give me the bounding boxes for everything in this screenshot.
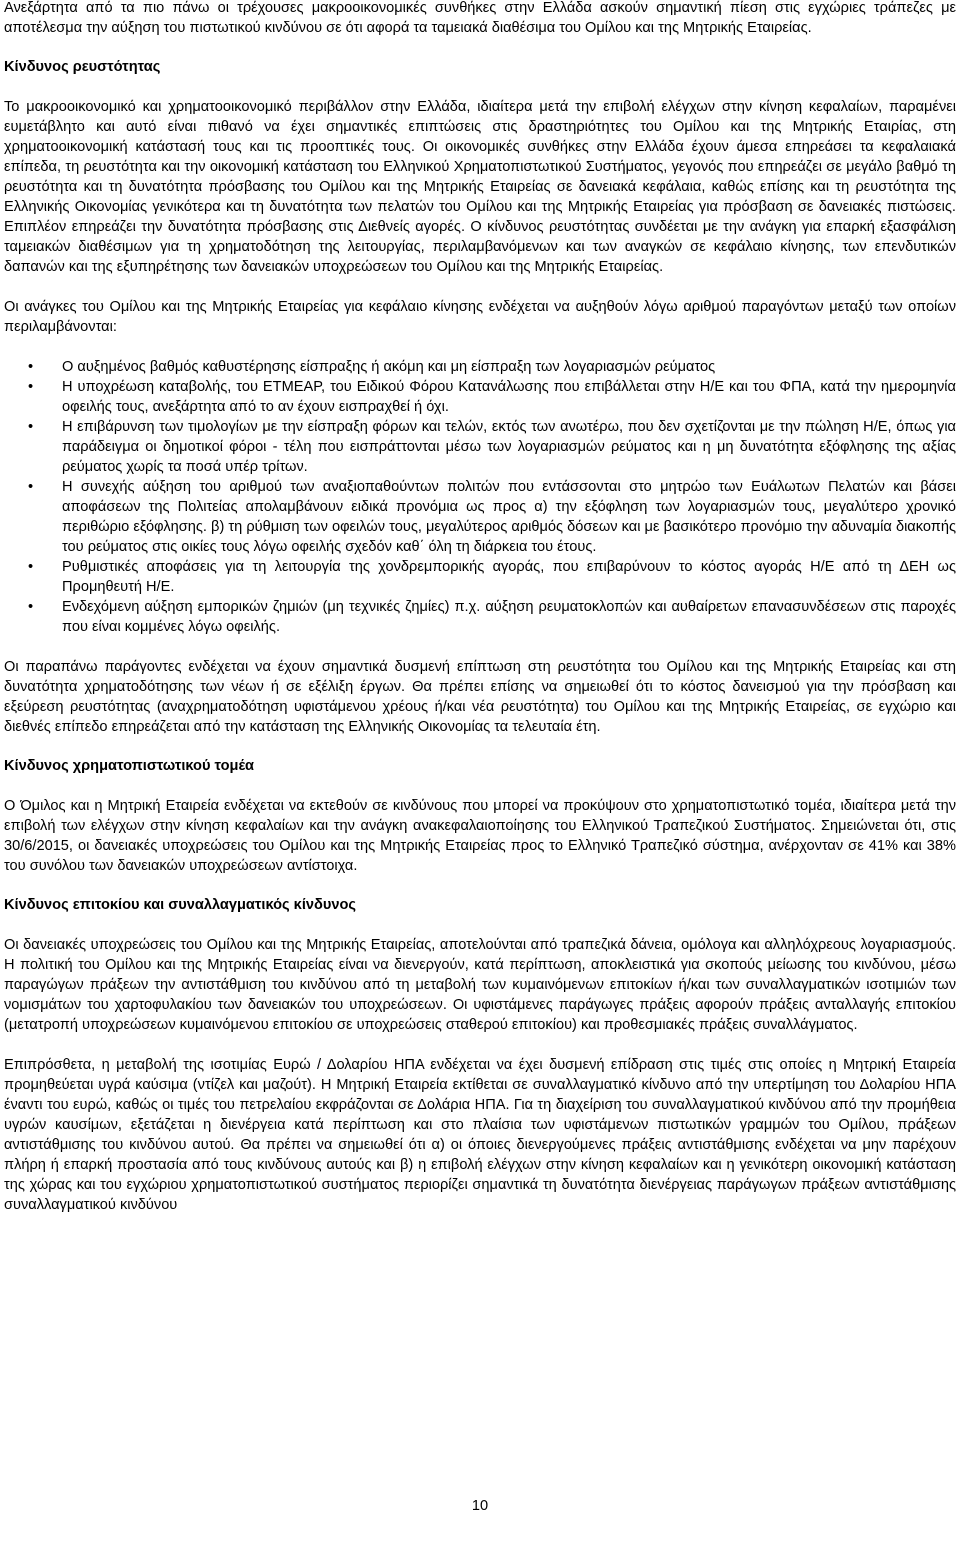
heading-liquidity-risk: Κίνδυνος ρευστότητας bbox=[4, 59, 161, 75]
list-item: • Ο αυξημένος βαθμός καθυστέρησης είσπραξης ή ακόμη και μη είσπραξη των λογαριασμών ρεύματος bbox=[4, 357, 956, 377]
page-number: 10 bbox=[471, 1498, 489, 1514]
interest-fx-paragraph-1: Οι δανειακές υποχρεώσεις του Ομίλου και της Μητρικής Εταιρείας, αποτελούνται από τραπεζικά δάνεια, ομόλογα και αλληλόχρεους λογαριασμούς. Η πολιτική του Ομίλου και της Μητρικής Εταιρείας είναι να διενεργούν, κατά περίπτωση, αποκλειστικά για σκοπούς μείωσης του κινδύνου, μέσω παραγώγων πράξεων την αντιστάθμιση του κινδύνου από τη μεταβολή των κυμαινόμενων επιτοκίων ή/και των συναλλαγματικών ισοτιμιών των νομισμάτων του χαρτοφυλακίου των δανειακών του υποχρεώσεων. Οι υφιστάμενες παράγωγες πράξεις αφορούν πράξεις ανταλλαγής επιτοκίου (μετατροπή υποχρεώσεων κυμαινόμενου επιτοκίου σε υποχρεώσεις σταθερού επιτοκίου) και προθεσμιακές πράξεις συναλλάγματος. bbox=[4, 937, 956, 1033]
liquidity-paragraph-3: Οι παραπάνω παράγοντες ενδέχεται να έχουν σημαντικά δυσμενή επίπτωση στη ρευστότητα του Ομίλου και της Μητρικής Εταιρείας και στη δυνατότητα χρηματοδότησης των νέων ή σε εξέλιξη έργων. Θα πρέπει επίσης να σημειωθεί ότι το κόστος δανεισμού για την πρόσβαση και εξεύρεση ρευστότητας (αναχρηματοδότηση υφιστάμενου χρέους ή/και νέα ρευστότητα) του Ομίλου και της Μητρικής Εταιρείας, σε εγχώριο και διεθνές επίπεδο επηρεάζεται από την κατάσταση της Ελληνικής Οικονομίας τα τελευταία έτη. bbox=[4, 659, 956, 735]
interest-fx-paragraph-2: Επιπρόσθετα, η μεταβολή της ισοτιμίας Ευρώ / Δολαρίου ΗΠΑ ενδέχεται να έχει δυσμενή επίδραση στις τιμές στις οποίες η Μητρική Εταιρεία προμηθεύεται υγρά καύσιμα (ντίζελ και μαζούτ). Η Μητρική Εταιρεία εκτίθεται σε συναλλαγματικό κίνδυνο από την υπερτίμηση του Δολαρίου ΗΠΑ έναντι του ευρώ, καθώς οι τιμές του πετρελαίου εκφράζονται σε Δολάρια ΗΠΑ. Για τη διαχείριση του συναλλαγματικού κινδύνου από την προμήθεια υγρών καυσίμων, εξετάζεται η διενέργεια κατά περίπτωση και στο πλαίσια των υφιστάμενων πιστωτικών γραμμών του Ομίλου, πράξεων αντιστάθμισης του κινδύνου αυτού. Θα πρέπει να σημειωθεί ότι α) οι όποιες διενεργούμενες πράξεις αντιστάθμισης ενδέχεται να μην παρέχουν πλήρη ή επαρκή προστασία από τους κινδύνους αυτούς και β) η επιβολή ελέγχων στην κίνηση κεφαλαίων και η γενικότερη οικονομική κατάσταση της χώρας και του εγχώριου χρηματοπιστωτικού συστήματος περιορίζει σημαντικά τη δυνατότητα διενέργειας παράγωγων πράξεων αντιστάθμισης συναλλαγματικού κινδύνου bbox=[4, 1057, 956, 1213]
heading-interest-fx-risk: Κίνδυνος επιτοκίου και συναλλαγματικός κίνδυνος bbox=[4, 897, 356, 913]
liquidity-paragraph-1: Το μακροοικονομικό και χρηματοοικονομικό περιβάλλον στην Ελλάδα, ιδιαίτερα μετά την επιβολή ελέγχων στην κίνηση κεφαλαίων, παραμένει ευμετάβλητο και αυτό είναι πιθανό να έχει σημαντικές επιπτώσεις στις δραστηριότητες του Ομίλου και της Μητρικής Εταιρίας, στη χρηματοοικονομική κατάστασή τους και τις προοπτικές τους. Οι οικονομικές συνθήκες στην Ελλάδα έχουν άμεσα επηρεάσει τα κεφαλαιακά επίπεδα, τη ρευστότητα και την οικονομική κατάσταση του Ελληνικού Χρηματοπιστωτικού Συστήματος, γεγονός που επηρεάζει σε μεγάλο βαθμό τη ρευστότητα και τη δυνατότητα πρόσβασης του Ομίλου και της Μητρικής Εταιρείας σε δανειακά κεφάλαια, καθώς επίσης και τη ρευστότητα της Ελληνικής Οικονομίας γενικότερα και τη δυνατότητα των πελατών του Ομίλου και της Μητρικής Εταιρείας για πρόσβαση σε δανειακές πιστώσεις. Επιπλέον επηρεάζει την δυνατότητα πρόσβασης στις Διεθνείς αγορές. Ο κίνδυνος ρευστότητας συνδέεται με την ανάγκη για επαρκή εξασφάλιση ταμειακών διαθέσιμων για τη χρηματοδότηση της λειτουργίας, περιλαμβανόμενων και των αναγκών σε κεφάλαιο κίνησης, των επενδυτικών δαπανών και της εξυπηρέτησης των δανειακών υποχρεώσεων του Ομίλου και της Μητρικής Εταιρείας. bbox=[4, 99, 956, 275]
financial-sector-paragraph: Ο Όμιλος και η Μητρική Εταιρεία ενδέχεται να εκτεθούν σε κινδύνους που μπορεί να προκύψουν στο χρηματοπιστωτικό τομέα, ιδιαίτερα μετά την επιβολή των ελέγχων στην κίνηση κεφαλαίων και την ανάγκη ανακεφαλαιοποίησης του Ελληνικού Τραπεζικού Συστήματος. Σημειώνεται ότι, στις 30/6/2015, οι δανειακές υποχρεώσεις του Ομίλου και της Μητρικής Εταιρείας προς το Ελληνικό Τραπεζικό σύστημα, ανέρχονταν σε 41% και 38% του συνόλου των δανειακών υποχρεώσεων αντίστοιχα. bbox=[4, 798, 956, 874]
liquidity-paragraph-2: Οι ανάγκες του Ομίλου και της Μητρικής Εταιρείας για κεφάλαιο κίνησης ενδέχεται να αυξηθούν λόγω αριθμού παραγόντων μεταξύ των οποίων περιλαμβάνονται: bbox=[4, 299, 956, 335]
list-item: • Η επιβάρυνση των τιμολογίων με την είσπραξη φόρων και τελών, εκτός των ανωτέρω, που δεν σχετίζονται με την πώληση Η/Ε, όπως για παράδειγμα οι δημοτικοί φόροι - τέλη που εισπράττονται μέσω των λογαριασμών ρεύματος και η μη δυνατότητα εξόφλησης της αξίας ρεύματος χωρίς τα ποσά υπέρ τρίτων. bbox=[4, 417, 956, 477]
heading-financial-sector-risk: Κίνδυνος χρηματοπιστωτικού τομέα bbox=[4, 758, 255, 774]
list-item: • Η συνεχής αύξηση του αριθμού των αναξιοπαθούντων πολιτών που εντάσσονται στο μητρώο των Ευάλωτων Πελατών και βάσει αποφάσεων της Πολιτείας απολαμβάνουν ειδικά προνόμια ως προς α) την εξόφληση των λογαριασμών τους, μεγαλύτερο χρονικό περιθώριο εξόφλησης. β) τη ρύθμιση των οφειλών τους, μεγαλύτερος αριθμός δόσεων και με βασικότερο προνόμιο την αδυναμία διακοπής του ρεύματος στις οικίες τους λόγω οφειλής σχεδόν καθ΄ όλη τη διάρκεια του έτους. bbox=[4, 477, 956, 557]
list-item: • Ενδεχόμενη αύξηση εμπορικών ζημιών (μη τεχνικές ζημίες) π.χ. αύξηση ρευματοκλοπών και αυθαίρετων επανασυνδέσεων στις παροχές που είναι κομμένες λόγω οφειλής. bbox=[4, 597, 956, 637]
list-item: • Ρυθμιστικές αποφάσεις για τη λειτουργία της χονδρεμπορικής αγοράς, που επιβαρύνουν το κόστος αγοράς Η/Ε από τη ΔΕΗ ως Προμηθευτή Η/Ε. bbox=[4, 557, 956, 597]
list-item: • Η υποχρέωση καταβολής, του ΕΤΜΕΑΡ, του Ειδικού Φόρου Κατανάλωσης που επιβάλλεται στην Η/Ε και του ΦΠΑ, κατά την ημερομηνία οφειλής τους, ανεξάρτητα από το αν έχουν εισπραχθεί ή όχι. bbox=[4, 377, 956, 417]
intro-paragraph: Ανεξάρτητα από τα πιο πάνω οι τρέχουσες μακροοικονομικές συνθήκες στην Ελλάδα ασκούν σημαντική πίεση στις εγχώριες τράπεζες με αποτέλεσμα την αύξηση του πιστωτικού κινδύνου σε ότι αφορά τα ταμειακά διαθέσιμα του Ομίλου και της Μητρικής Εταιρείας. bbox=[4, 0, 956, 36]
liquidity-factors-list bbox=[4, 357, 956, 637]
